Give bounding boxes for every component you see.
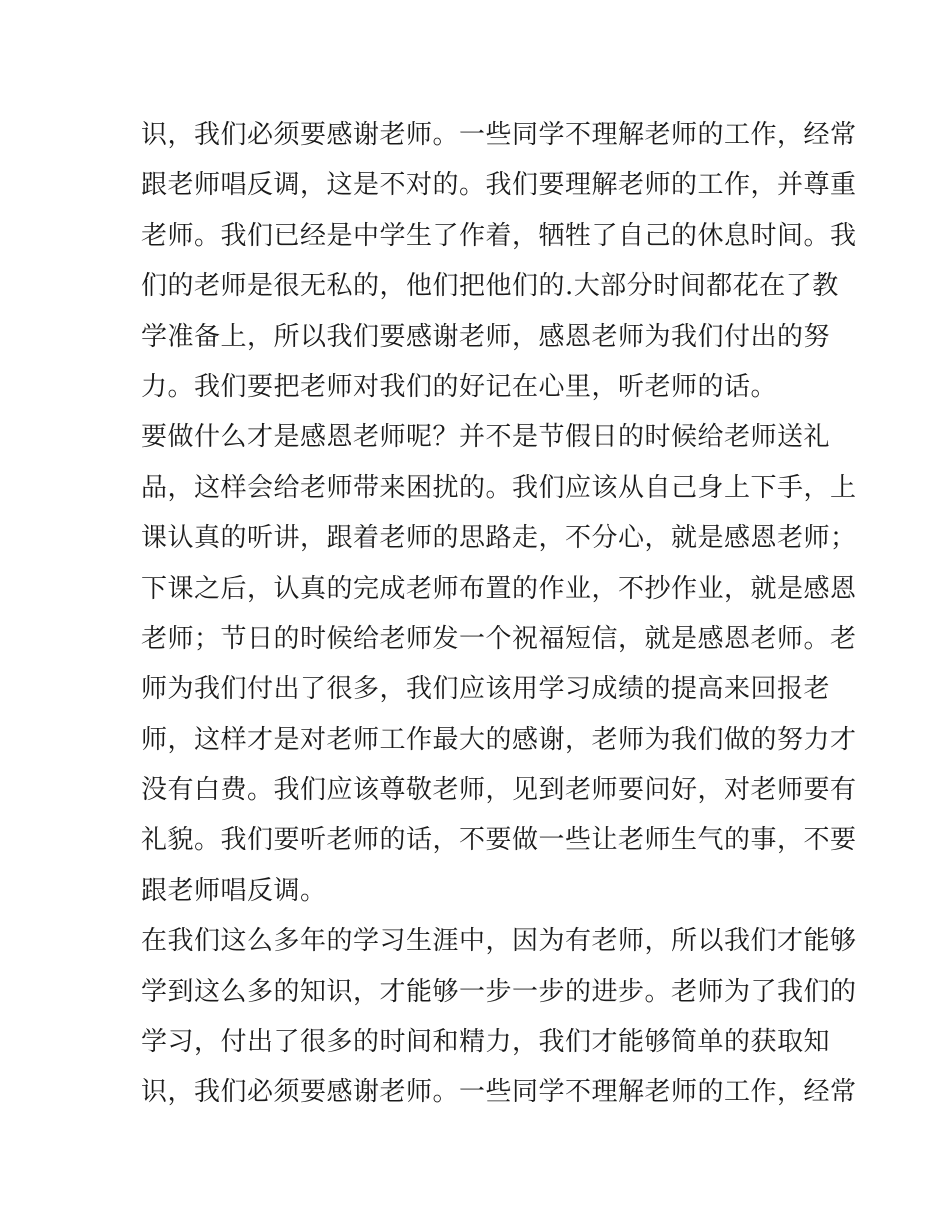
text-line: 识，我们必须要感谢老师。一些同学不理解老师的工作，经常 [141, 120, 857, 150]
text-line: 们的老师是很无私的，他们把他们的.大部分时间都花在了教 [141, 271, 839, 302]
text-line: 跟老师唱反调，这是不对的。我们要理解老师的工作，并尊重 [141, 170, 857, 201]
text-line: 礼貌。我们要听老师的话，不要做一些让老师生气的事，不要 [141, 825, 857, 856]
text-line: 师为我们付出了很多，我们应该用学习成绩的提高来回报老 [141, 674, 831, 705]
text-line: 师，这样才是对老师工作最大的感谢，老师为我们做的努力才 [141, 724, 857, 755]
text-line: 跟老师唱反调。 [141, 875, 327, 906]
text-line: 学到这么多的知识，才能够一步一步的进步。老师为了我们的 [141, 976, 857, 1007]
text-line: 没有白费。我们应该尊敬老师，见到老师要问好，对老师要有 [141, 775, 857, 806]
text-line: 课认真的听讲，跟着老师的思路走，不分心，就是感恩老师； [141, 523, 857, 554]
text-line: 下课之后，认真的完成老师布置的作业，不抄作业，就是感恩 [141, 573, 857, 604]
text-line: 老师；节日的时候给老师发一个祝福短信，就是感恩老师。老 [141, 623, 857, 654]
text-line: 在我们这么多年的学习生涯中，因为有老师，所以我们才能够 [141, 926, 857, 957]
body-text [141, 110, 857, 1118]
text-line: 品，这样会给老师带来困扰的。我们应该从自己身上下手，上 [141, 472, 857, 503]
text-line: 要做什么才是感恩老师呢？并不是节假日的时候给老师送礼 [141, 422, 831, 453]
text-line: 学习，付出了很多的时间和精力，我们才能够简单的获取知 [141, 1027, 831, 1058]
text-line: 力。我们要把老师对我们的好记在心里，听老师的话。 [141, 371, 778, 402]
text-line: 识，我们必须要感谢老师。一些同学不理解老师的工作，经常 [141, 1077, 857, 1108]
text-line: 老师。我们已经是中学生了作着，牺牲了自己的休息时间。我 [141, 220, 857, 251]
text-line: 学准备上，所以我们要感谢老师，感恩老师为我们付出的努 [141, 321, 831, 352]
